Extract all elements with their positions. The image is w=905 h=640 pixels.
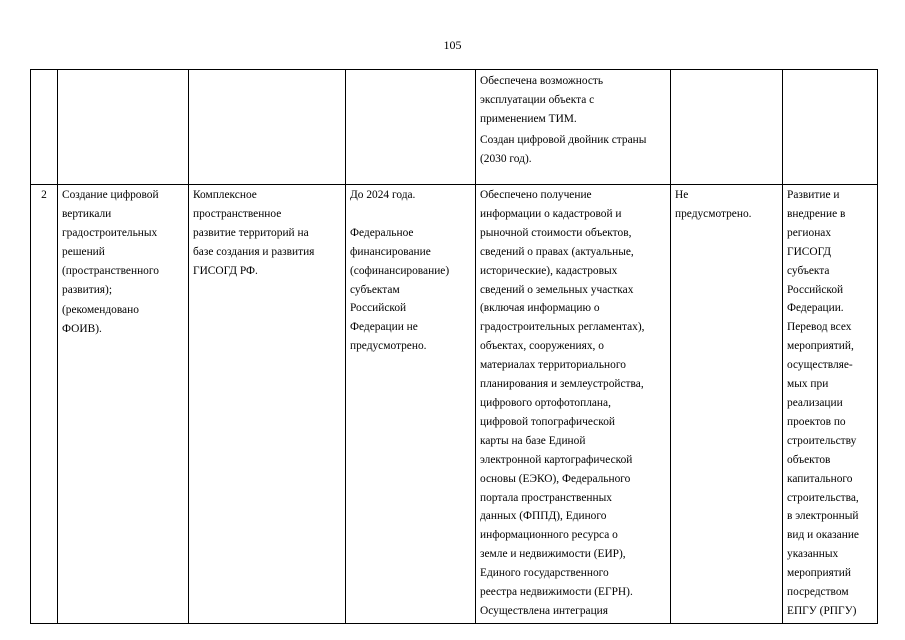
row-number-cell bbox=[31, 70, 58, 185]
cell-paragraph: Создан цифровой двойник страны (2030 год). bbox=[480, 133, 647, 165]
cell-paragraph: Обеспечена возможность эксплуатации объекта с применением ТИМ. bbox=[480, 75, 604, 125]
regional-measures-cell bbox=[783, 185, 878, 624]
table-row bbox=[31, 185, 878, 624]
cell-paragraph: Создание цифровой вертикали градостроительных решений (пространственного развития); bbox=[62, 189, 159, 296]
document-table bbox=[30, 69, 878, 624]
cell-paragraph: Обеспечено получение информации о кадастровой и рыночной стоимости объектов, сведений о правах (актуальные, исторические), кадастровых сведений о земельных участках (включая информацию о градостроительных регламентах), объектах, сооружениях, о материалах территориального планирования и землеустройства, цифрового ортофотоплана, цифровой топографической карты на базе Единой электронной картографической основы (ЕЭКО), Федерального портала пространственных данных (ФППД), Единого информационного ресурса о земле и недвижимости (ЕИР), Единого государственного реестра недвижимости (ЕГРН). Осуществлена интеграция bbox=[480, 189, 645, 617]
goal-cell bbox=[189, 185, 346, 624]
table-row bbox=[31, 70, 878, 185]
note-cell bbox=[671, 185, 783, 624]
deadline-funding-cell bbox=[346, 185, 476, 624]
goal-cell bbox=[189, 70, 346, 185]
cell-paragraph: Развитие и внедрение в регионах ГИСОГД субъекта Российской Федерации. Перевод всех мероприятий, осуществляе- мых при реализации проектов по строительству объектов капитального строительства, в электронный вид и оказание указанных мероприятий посредством ЕПГУ (РПГУ) bbox=[787, 189, 859, 617]
note-cell bbox=[671, 70, 783, 185]
row-number-cell bbox=[31, 185, 58, 624]
cell-paragraph: 2 bbox=[41, 189, 47, 201]
result-cell bbox=[476, 70, 671, 185]
cell-paragraph: Комплексное пространственное развитие территорий на базе создания и развития ГИСОГД РФ. bbox=[193, 189, 315, 277]
result-cell bbox=[476, 185, 671, 624]
cell-paragraph: (рекомендовано ФОИВ). bbox=[62, 304, 139, 336]
page-number: 105 bbox=[443, 38, 462, 52]
cell-paragraph: Не предусмотрено. bbox=[675, 189, 752, 220]
deadline-funding-cell bbox=[346, 70, 476, 185]
task-cell bbox=[58, 70, 189, 185]
task-cell bbox=[58, 185, 189, 624]
regional-measures-cell bbox=[783, 70, 878, 185]
cell-paragraph: До 2024 года. Федеральное финансирование (софинансирование) субъектам Российской Федерации не предусмотрено. bbox=[350, 189, 450, 353]
